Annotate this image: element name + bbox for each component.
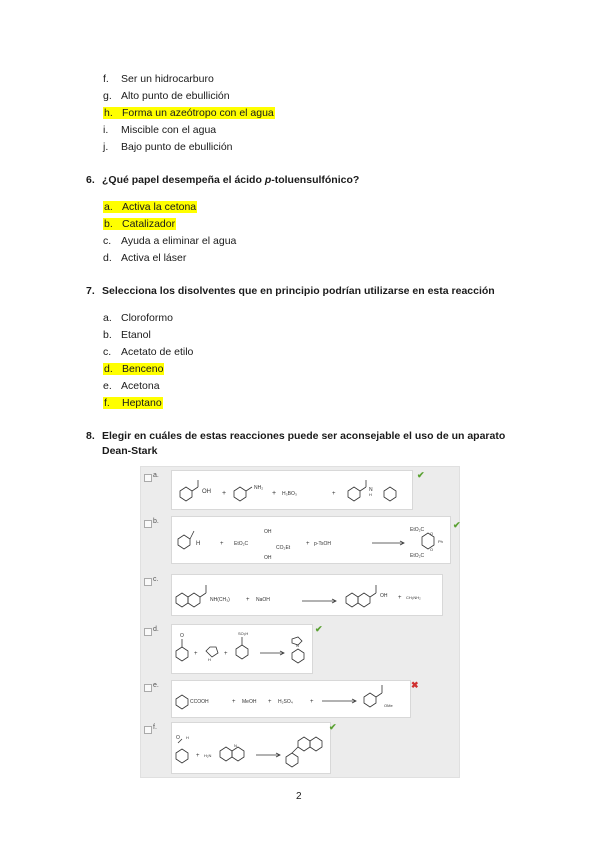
reaction-text: p-TsOH	[314, 541, 331, 547]
reaction-text: N	[234, 743, 237, 748]
option-label: f.	[153, 724, 157, 731]
q7-option-f: f. Heptano	[104, 397, 162, 409]
reaction-text: MeOH	[242, 699, 257, 705]
reaction-image	[171, 574, 443, 616]
option-checkbox[interactable]	[144, 520, 152, 528]
q7-option-a: a. Cloroformo	[103, 312, 173, 324]
reaction-text: OH	[380, 593, 388, 599]
svg-text:+: +	[220, 541, 224, 547]
reaction-text: NH(CH₃)	[210, 597, 230, 603]
option-checkbox[interactable]	[144, 578, 152, 586]
question-number: 8.	[86, 430, 95, 442]
option-letter: f.	[103, 73, 109, 85]
check-icon: ✔	[453, 520, 461, 530]
reaction-image	[171, 470, 413, 510]
q5-option-f	[103, 72, 214, 86]
reaction-text: N	[296, 643, 299, 648]
reaction-text: H₂SO₄	[278, 699, 293, 705]
reaction-text: CO₂Et	[276, 545, 291, 551]
reaction-option-e	[141, 680, 459, 716]
q5-option-h	[103, 106, 275, 120]
reaction-text: OH	[264, 529, 272, 535]
q6-option-c: c. Ayuda a eliminar el agua	[103, 235, 237, 247]
q6-option-a: a. Activa la cetona	[104, 201, 197, 213]
reaction-text: H	[369, 492, 372, 497]
check-icon: ✔	[329, 722, 337, 732]
reaction-text: OH	[202, 489, 211, 495]
svg-text:+: +	[232, 699, 236, 705]
option-letter: h.	[104, 107, 113, 119]
reaction-text: H₂N	[204, 753, 212, 758]
reaction-option-a	[141, 470, 459, 508]
reaction-image	[171, 624, 313, 674]
reaction-text: EtO₂C	[410, 527, 425, 533]
reaction-text: H	[196, 541, 201, 547]
option-text: Alto punto de ebullición	[121, 90, 230, 102]
reaction-text: O	[430, 531, 434, 536]
option-checkbox[interactable]	[144, 684, 152, 692]
reaction-text: NaOH	[256, 597, 270, 603]
reaction-option-b	[141, 516, 459, 562]
svg-text:+: +	[398, 595, 402, 601]
svg-text:+: +	[268, 699, 272, 705]
q7-option-b: b. Etanol	[103, 329, 151, 341]
reaction-text: OMe	[384, 703, 393, 708]
reaction-text: CCOOH	[190, 699, 209, 705]
option-label: e.	[153, 682, 159, 689]
cross-icon: ✖	[411, 680, 419, 690]
q6-option-b: b. Catalizador	[104, 218, 176, 230]
reaction-text: O	[180, 633, 184, 639]
option-letter: j.	[103, 141, 109, 153]
reaction-text: OH	[264, 555, 272, 561]
option-label: d.	[153, 626, 159, 633]
option-checkbox[interactable]	[144, 474, 152, 482]
reaction-text: H	[208, 657, 211, 662]
reaction-option-d	[141, 624, 459, 672]
reaction-option-f	[141, 722, 459, 772]
reaction-text: O	[430, 547, 434, 552]
q7-option-c: c. Acetato de etilo	[103, 346, 194, 358]
option-label: b.	[153, 518, 159, 525]
q6-option-d: d. Activa el láser	[103, 252, 187, 264]
option-letter: g.	[103, 90, 112, 102]
reaction-text: SO₃H	[238, 631, 249, 636]
option-text: Miscible con el agua	[121, 124, 217, 136]
option-text: Ser un hidrocarburo	[121, 73, 214, 85]
reaction-image	[171, 680, 411, 718]
reaction-image	[171, 722, 331, 774]
check-icon: ✔	[315, 624, 323, 634]
question-text: ¿Qué papel desempeña el ácido p-toluensulfónico?	[102, 174, 360, 186]
page-number: 2	[296, 791, 302, 802]
svg-text:+: +	[194, 651, 198, 657]
q5-option-i	[103, 123, 216, 137]
svg-text:+: +	[222, 490, 227, 497]
option-label: c.	[153, 576, 159, 583]
question-text: Selecciona los disolventes que en principio podrían utilizarse en esta reacción	[102, 285, 495, 297]
reaction-text: NH₂	[254, 485, 264, 491]
svg-text:+: +	[272, 490, 277, 497]
question-text: Elegir en cuáles de estas reacciones puede ser aconsejable el uso de un aparato Dean-Stark	[102, 430, 506, 457]
reaction-options-panel	[140, 466, 460, 778]
reaction-text: H	[186, 735, 189, 740]
q5-option-j	[103, 140, 233, 154]
reaction-text: Ph	[438, 539, 443, 544]
option-checkbox[interactable]	[144, 628, 152, 636]
svg-text:+: +	[306, 541, 310, 547]
reaction-image	[171, 516, 451, 564]
option-text: Forma un azeótropo con el agua	[122, 107, 274, 119]
option-letter: i.	[103, 124, 109, 136]
reaction-text: CH₃NH₂	[406, 595, 421, 600]
reaction-text: EtO₂C	[234, 541, 249, 547]
question-number: 7.	[86, 285, 95, 297]
q7-option-d: d. Benceno	[104, 363, 164, 375]
svg-text:+: +	[246, 597, 250, 603]
reaction-text: O	[176, 735, 180, 741]
svg-text:+: +	[310, 699, 314, 705]
check-icon: ✔	[417, 470, 425, 480]
option-text: Bajo punto de ebullición	[121, 141, 233, 153]
svg-text:+: +	[332, 491, 336, 497]
svg-text:+: +	[224, 651, 228, 657]
question-number: 6.	[86, 174, 95, 186]
option-checkbox[interactable]	[144, 726, 152, 734]
reaction-text: H₃BO₃	[282, 491, 297, 497]
q7-option-e: e. Acetona	[103, 380, 160, 392]
option-label: a.	[153, 472, 159, 479]
q5-option-g	[103, 89, 230, 103]
reaction-option-c	[141, 574, 459, 614]
svg-text:+: +	[196, 753, 200, 759]
reaction-text: EtO₂C	[410, 553, 425, 559]
reaction-text: N	[369, 487, 373, 493]
